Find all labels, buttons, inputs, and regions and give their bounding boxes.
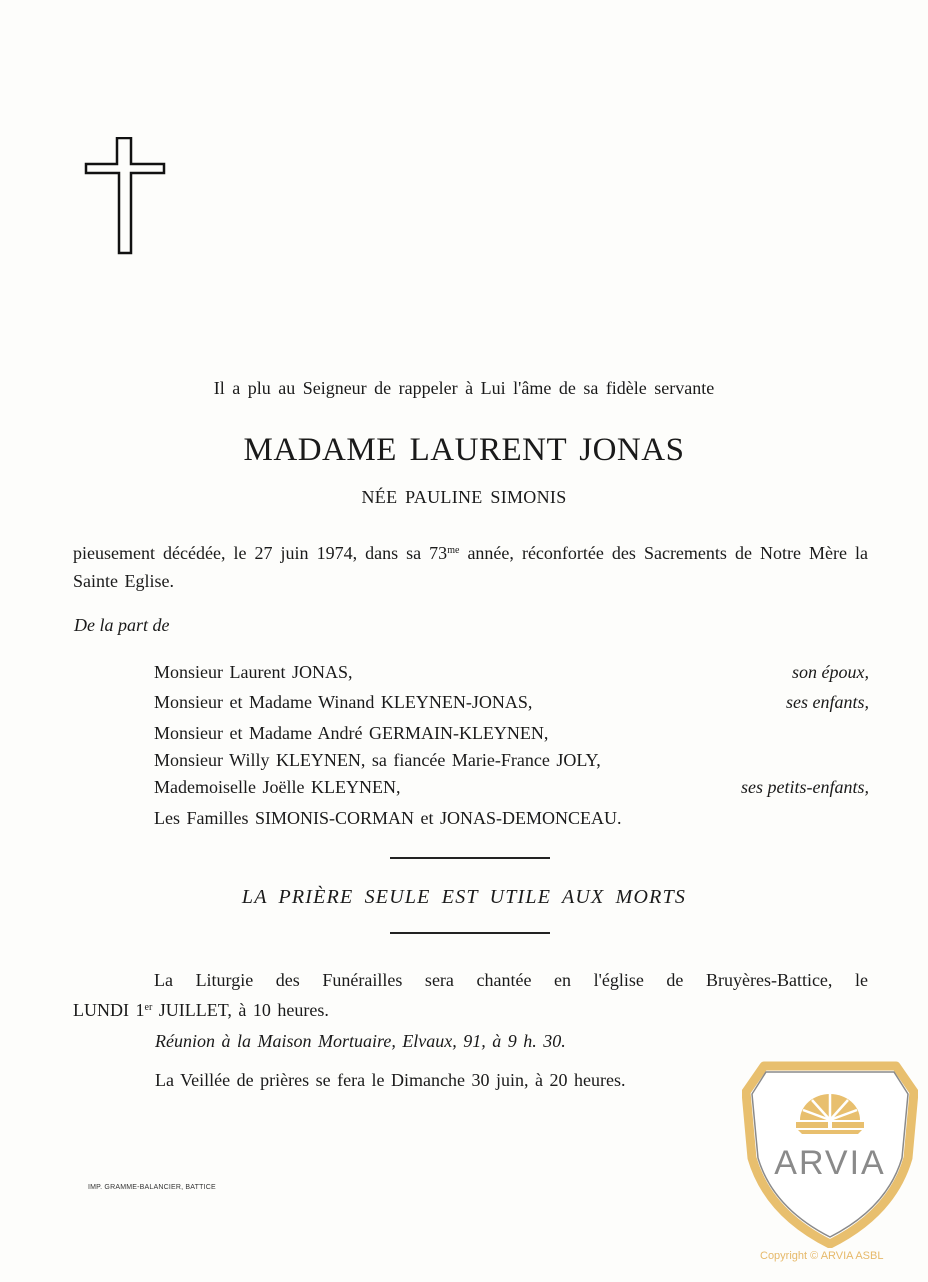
arvia-shield-logo bbox=[742, 1058, 918, 1248]
divider-bottom bbox=[390, 932, 550, 934]
intro-text: Il a plu au Seigneur de rappeler à Lui l'âme de sa fidèle servante bbox=[213, 378, 715, 398]
funeral-line-2: LUNDI 1er JUILLET, à 10 heures. bbox=[73, 1000, 329, 1020]
funeral-line-1: La Liturgie des Funérailles sera chantée en l'église de Bruyères-Battice, le bbox=[154, 970, 868, 990]
from-label: De la part de bbox=[74, 615, 170, 635]
deceased-name-title: MADAME LAURENT JONAS bbox=[243, 432, 685, 468]
latin-cross-icon bbox=[84, 137, 166, 255]
printer-imprint: IMP. GRAMME-BALANCIER, BATTICE bbox=[88, 1184, 216, 1191]
vigil-text: La Veillée de prières se fera le Dimanche 30 juin, à 20 heures. bbox=[155, 1070, 626, 1090]
divider-top bbox=[390, 857, 550, 859]
funeral-paragraph bbox=[73, 966, 868, 1024]
reunion-text: Réunion à la Maison Mortuaire, Elvaux, 91, à 9 h. 30. bbox=[155, 1031, 566, 1051]
copyright-notice: Copyright © ARVIA ASBL bbox=[760, 1250, 884, 1262]
motto: LA PRIÈRE SEULE EST UTILE AUX MORTS bbox=[241, 886, 687, 908]
maiden-name: NÉE PAULINE SIMONIS bbox=[361, 487, 567, 507]
death-notice-paragraph: pieusement décédée, le 27 juin 1974, dans sa $73^{me}$ année, réconfortée des Sacrements de Notre Mère la Sainte Eglise. bbox=[73, 543, 868, 591]
logo-text: ARVIA bbox=[774, 1144, 886, 1182]
